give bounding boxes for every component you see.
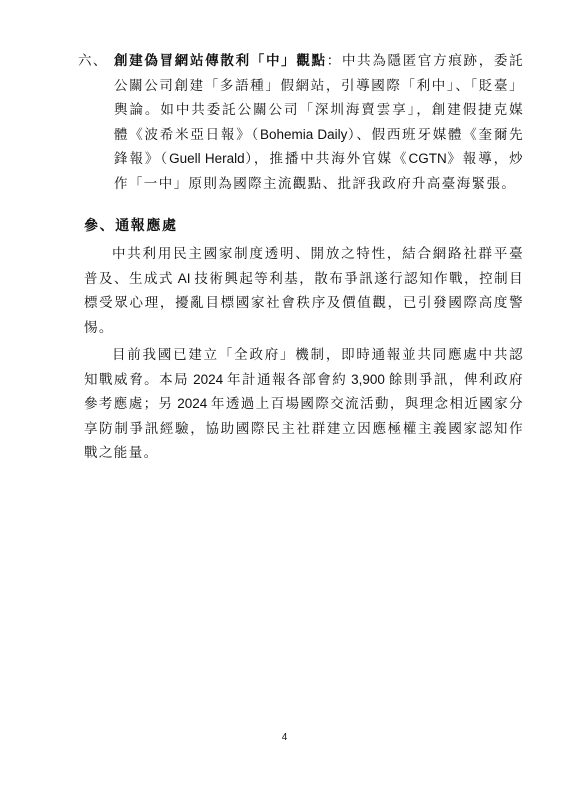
item-six-text-2: ）、假西班牙媒體《奎爾先鋒報》（ [114,126,524,167]
item-six-row [78,49,524,196]
paragraph-2-count: 3,900 [347,371,389,387]
paragraph-2-text-b: 年計通報各部會約 [227,371,348,388]
paragraph-2 [84,343,524,466]
paragraph-1-text-a: 中共利用民主國家制度透明、開放之特性，結合網路社群平臺普及、生成式 [84,246,524,287]
item-six-text-3: ），推播中共海外官媒《 [244,151,409,167]
item-six-latin-bohemia: Bohemia Daily [260,126,348,142]
item-six-latin-guell: Guell Herald [169,151,245,166]
paragraph-2-year-2: 2024 [173,396,211,411]
section-heading: 參、通報應處 [84,218,178,234]
paragraph-2-text-a: 目前我國已建立「全政府」機制，即時通報並共同應處中共認知戰威脅。本局 [84,347,524,388]
item-six-title: 創建偽冒網站傳散利「中」觀點 [114,53,327,69]
page-number: 4 [281,732,288,743]
item-six-number: 六、 [78,53,108,69]
paragraph-2-text-d: 年透過上百場國際交流活動，與理念相近國家分享防制爭訊經驗，協助國際民主社群建立因應極權主義國家認知作戰之能量。 [84,396,524,461]
item-six [78,49,524,196]
item-six-text-4: 》報導，炒作「一中」原則為國際主流觀點、批評我政府升高臺海緊張。 [114,151,525,192]
paragraph-2-text-c: 餘則爭訊，俾利政府參考應處；另 [84,371,524,412]
paragraph-2-year-1: 2024 [189,371,228,387]
item-six-text-1: ：中共為隱匿官方痕跡，委託公關公司創建「多語種」假網站，引導國際「利中」、「貶臺」輿論。如中共委託公關公司「深圳海賣雲享」，創建假捷克媒體《波希米亞日報》（ [114,53,524,143]
paragraph-1 [84,242,524,340]
item-six-body [114,49,524,196]
paragraph-1-ai: AI [173,270,195,286]
item-six-latin-cgtn: CGTN [408,151,447,166]
paragraph-1-text-b: 技術興起等利基，散布爭訊遂行認知作戰，控制目標受眾心理，擾亂目標國家社會秩序及價值觀，已引發國際高度警惕。 [84,270,524,336]
